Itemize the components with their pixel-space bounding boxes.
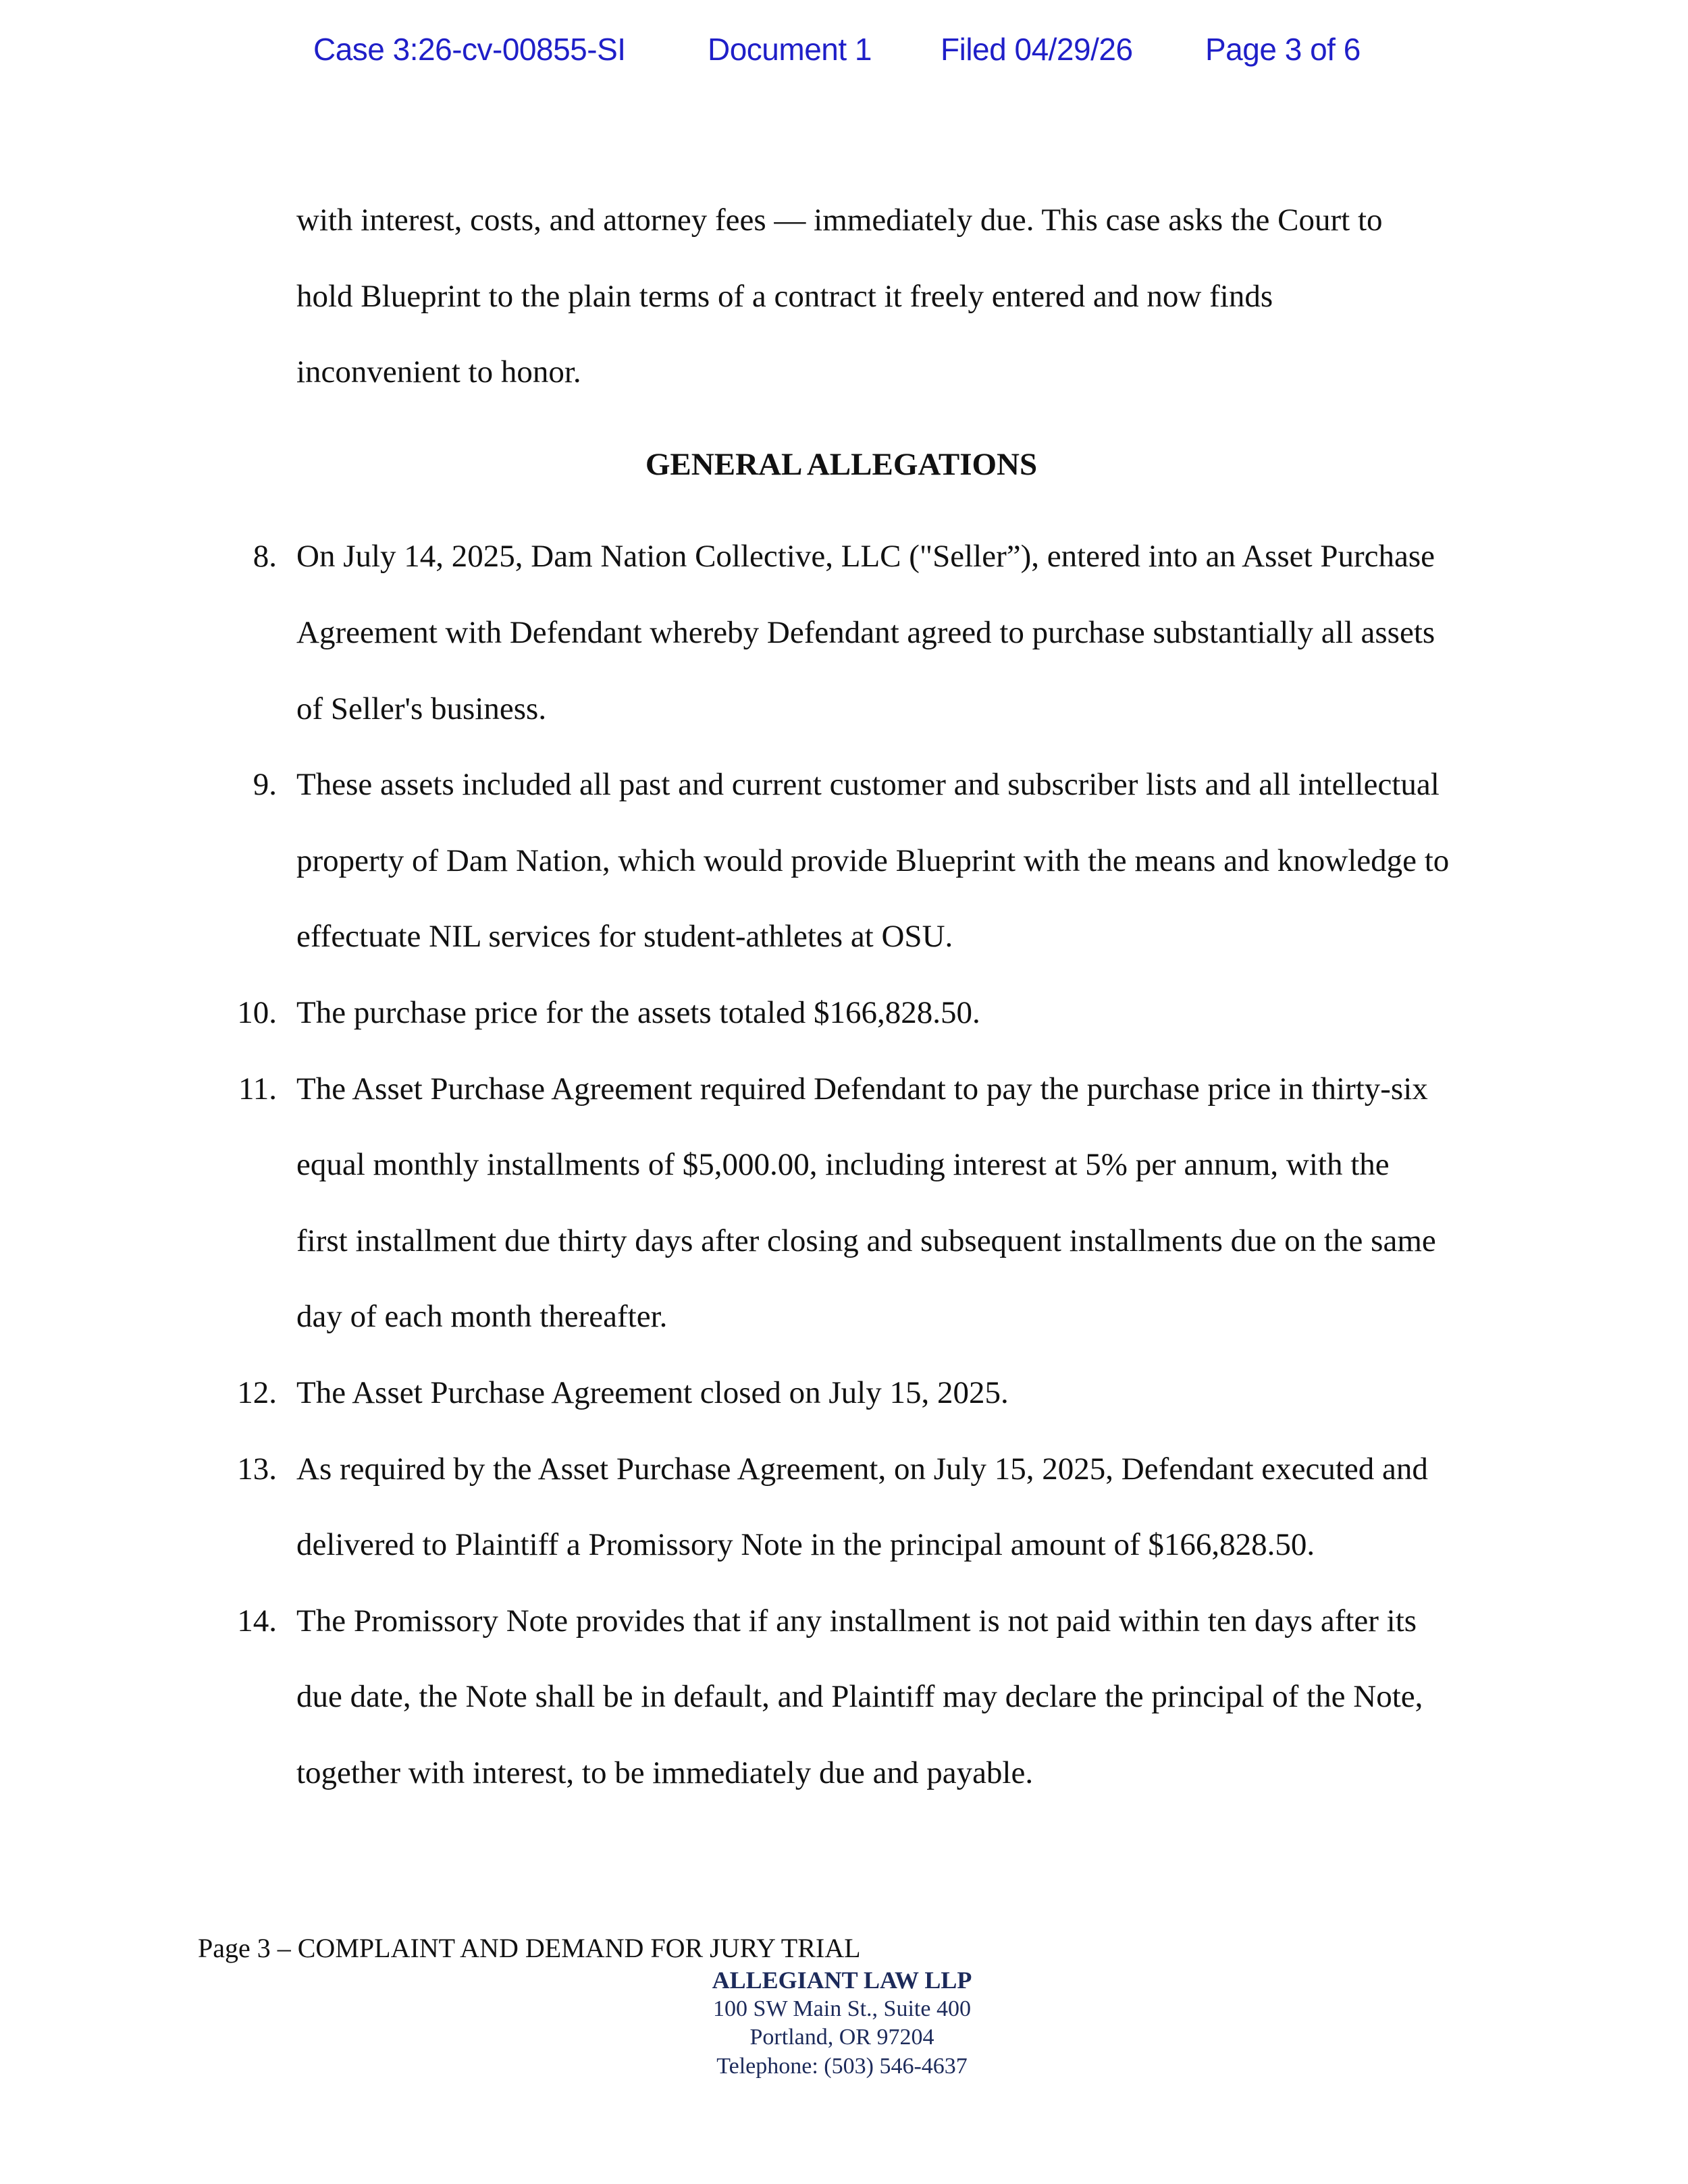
firm-name: ALLEGIANT LAW LLP xyxy=(712,1967,972,1994)
section-heading xyxy=(0,427,1688,503)
numbered-paragraph xyxy=(0,1355,1688,1431)
line-text: As required by the Asset Purchase Agreement, on July 15, 2025, Defendant executed and xyxy=(296,1451,1428,1487)
paragraph-line xyxy=(0,1659,1688,1735)
numbered-paragraph xyxy=(0,1051,1688,1355)
line-text: day of each month thereafter. xyxy=(296,1299,668,1335)
line-text: delivered to Plaintiff a Promissory Note in the principal amount of $166,828.50. xyxy=(296,1527,1315,1563)
paragraph-line xyxy=(0,1203,1688,1279)
line-text: effectuate NIL services for student-athletes at OSU. xyxy=(296,919,953,955)
paragraph-line xyxy=(0,518,1688,595)
numbered-paragraph xyxy=(0,1583,1688,1811)
firm-address-line-2: Portland, OR 97204 xyxy=(749,2025,934,2050)
paragraph-line xyxy=(0,975,1688,1051)
numbered-paragraph xyxy=(0,518,1688,747)
firm-address-line-1: 100 SW Main St., Suite 400 xyxy=(713,1996,971,2021)
heading-text: GENERAL ALLEGATIONS xyxy=(645,446,1038,482)
page-indicator: Page 3 of 6 xyxy=(1205,32,1361,67)
line-text: The Asset Purchase Agreement closed on July 15, 2025. xyxy=(296,1375,1009,1410)
line-text: equal monthly installments of $5,000.00, including interest at 5% per annum, with the xyxy=(296,1147,1390,1183)
footer-title: Page 3 – COMPLAINT AND DEMAND FOR JURY TRIAL xyxy=(198,1933,861,1963)
paragraph-line xyxy=(0,823,1688,899)
paragraph-line xyxy=(0,1507,1688,1583)
paragraph-number: 8. xyxy=(253,539,277,575)
line-text: due date, the Note shall be in default, and Plaintiff may declare the principal of the Note, xyxy=(296,1679,1423,1715)
line-text: hold Blueprint to the plain terms of a contract it freely entered and now finds xyxy=(296,278,1273,314)
line-text: On July 14, 2025, Dam Nation Collective, LLC ("Seller”), entered into an Asset Purchase xyxy=(296,539,1435,575)
paragraph-line xyxy=(0,1431,1688,1508)
line-text: together with interest, to be immediately due and payable. xyxy=(296,1755,1034,1790)
paragraph-line xyxy=(0,1279,1688,1355)
paragraph-line xyxy=(0,1735,1688,1811)
line-text: The Asset Purchase Agreement required Defendant to pay the purchase price in thirty-six xyxy=(296,1071,1428,1107)
document-number: Document 1 xyxy=(708,32,872,67)
paragraph-number: 12. xyxy=(237,1375,277,1410)
paragraph-line xyxy=(0,671,1688,747)
line-text: These assets included all past and current customer and subscriber lists and all intellectual xyxy=(296,767,1440,803)
filed-date: Filed 04/29/26 xyxy=(941,32,1133,67)
document-body xyxy=(0,182,1688,1811)
paragraph-number: 13. xyxy=(237,1451,277,1487)
paragraph-line xyxy=(0,747,1688,823)
paragraph-line xyxy=(0,595,1688,671)
case-number: Case 3:26-cv-00855-SI xyxy=(313,32,626,67)
numbered-paragraph xyxy=(0,975,1688,1051)
firm-block xyxy=(707,1966,977,2081)
line-text: The Promissory Note provides that if any installment is not paid within ten days after its xyxy=(296,1603,1417,1639)
numbered-paragraph xyxy=(0,1431,1688,1583)
line-text: of Seller's business. xyxy=(296,691,547,726)
paragraph-line xyxy=(0,899,1688,975)
paragraph-number: 10. xyxy=(237,994,277,1030)
line-text: first installment due thirty days after closing and subsequent installments due on the same xyxy=(296,1223,1436,1258)
line-text: Agreement with Defendant whereby Defendant agreed to purchase substantially all assets xyxy=(296,614,1435,650)
paragraph-number: 11. xyxy=(238,1071,277,1107)
paragraph-line xyxy=(0,1355,1688,1431)
line-text: with interest, costs, and attorney fees — immediately due. This case asks the Court to xyxy=(296,203,1383,238)
line-text: property of Dam Nation, which would provide Blueprint with the means and knowledge to xyxy=(296,843,1450,878)
intro-line xyxy=(0,334,1688,410)
paragraph-line xyxy=(0,1051,1688,1127)
firm-phone: Telephone: (503) 546-4637 xyxy=(716,2053,968,2079)
paragraph-number: 9. xyxy=(253,767,277,803)
numbered-paragraph xyxy=(0,747,1688,975)
paragraph-line xyxy=(0,1583,1688,1659)
paragraph-line xyxy=(0,1127,1688,1203)
intro-line xyxy=(0,182,1688,259)
line-text: The purchase price for the assets totaled $166,828.50. xyxy=(296,994,980,1030)
line-text: inconvenient to honor. xyxy=(296,354,581,390)
paragraph-number: 14. xyxy=(237,1603,277,1639)
intro-line xyxy=(0,259,1688,335)
